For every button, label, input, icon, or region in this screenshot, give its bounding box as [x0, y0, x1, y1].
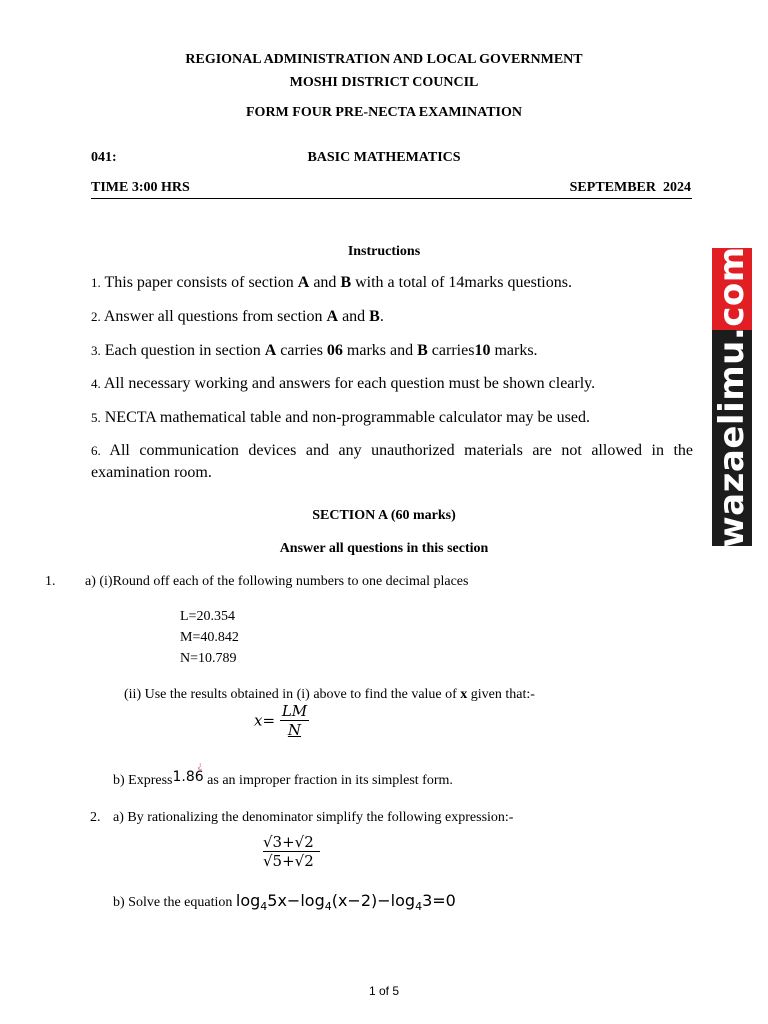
equation-fraction: $\frac{LM}{N}$	[281, 702, 308, 739]
instruction-5: 5. NECTA mathematical table and non-programmable calculator may be used.	[91, 409, 590, 426]
instruction-6-line-2: examination room.	[91, 464, 212, 481]
instruction-2: 2. Answer all questions from section A and B.	[91, 308, 384, 325]
instruction-4: 4. All necessary working and answers for each question must be shown clearly.	[91, 375, 596, 392]
section-a-subtitle: Answer all questions in this section	[279, 541, 489, 556]
instruction-3: 3. Each question in section A carries 06 marks and B carries10 marks.	[91, 342, 538, 359]
question-2b: b) Solve the equation $\log_45x-\log_4(x-2)-\log_43=0$	[113, 891, 456, 914]
exam-time: TIME 3:00 HRS	[91, 180, 190, 195]
section-a-title: SECTION A (60 marks)	[312, 508, 456, 523]
exam-date: SEPTEMBER 2024	[569, 180, 691, 195]
value-n: N=10.789	[180, 651, 237, 666]
log-equation: $\log_45x-\log_4(x-2)-\log_43=0$	[235, 891, 456, 914]
instruction-1: 1. This paper consists of section A and B with a total of 14marks questions.	[91, 274, 572, 291]
question-2-number: 2.	[90, 810, 101, 825]
header-line-2: MOSHI DISTRICT COUNCIL	[289, 75, 479, 90]
instructions-title: Instructions	[347, 244, 421, 259]
recurring-mark: ¿	[198, 760, 202, 770]
exam-title: FORM FOUR PRE-NECTA EXAMINATION	[246, 105, 522, 120]
question-1a-ii: (ii) Use the results obtained in (i) above to find the value of x given that:-	[124, 687, 535, 702]
question-1b: b) Express1.86 as an improper fraction in its simplest form.	[113, 769, 453, 788]
radical-expression	[263, 833, 320, 870]
value-m: M=40.842	[180, 630, 239, 645]
subject-name: BASIC MATHEMATICS	[307, 150, 461, 165]
instruction-6-line-1: 6. All communication devices and any unauthorized materials are not allowed in the	[91, 442, 693, 459]
question-1a-i: a) (i)Round off each of the following numbers to one decimal places	[85, 574, 469, 589]
header-line-1: REGIONAL ADMINISTRATION AND LOCAL GOVERNMENT	[185, 52, 583, 67]
radical-denominator: √5+√2	[263, 852, 314, 870]
radical-numerator: √3+√2	[263, 833, 320, 852]
subject-code: 041:	[91, 150, 117, 165]
watermark-text: wazaelimu.com	[712, 246, 752, 548]
question-2a: a) By rationalizing the denominator simplify the following expression:-	[113, 810, 514, 825]
value-l: L=20.354	[180, 609, 235, 624]
page-number: 1 of 5	[368, 984, 400, 998]
question-1-number: 1.	[45, 574, 56, 589]
equation-x: x= $\frac{LM}{N}$	[254, 702, 308, 739]
header-divider	[91, 198, 692, 199]
watermark-logo	[712, 248, 752, 546]
